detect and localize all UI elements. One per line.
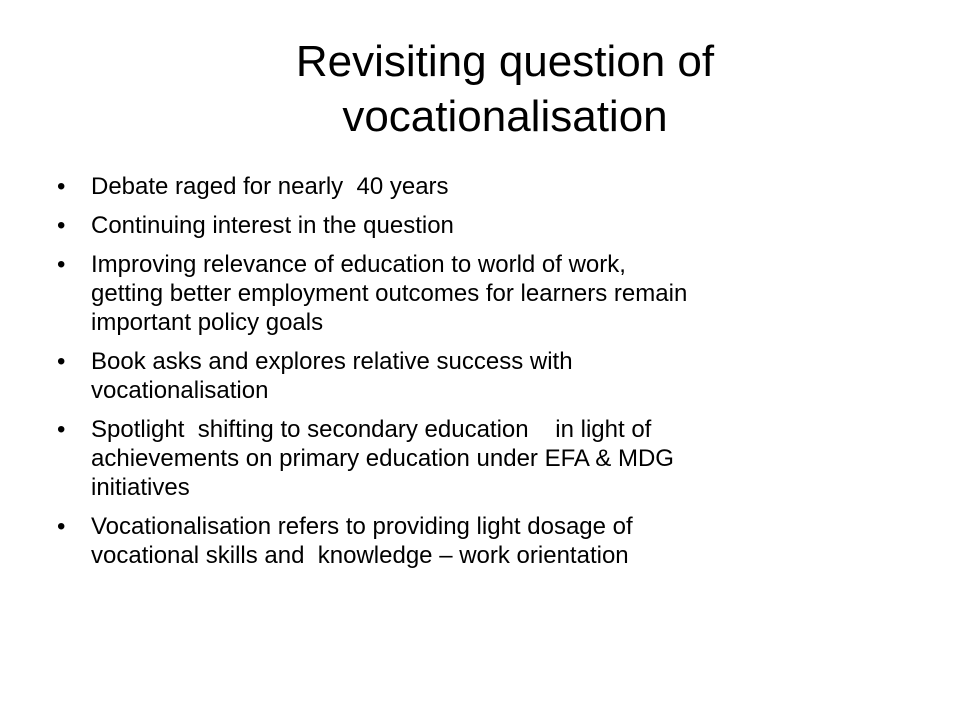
bullet-item-relevance (54, 250, 934, 337)
bullet-text: vocationalisation (91, 377, 269, 404)
bullet-text: achievements on primary education under EFA & MDG (91, 445, 674, 472)
bullet-item-debate (54, 172, 934, 201)
bullet-text: important policy goals (91, 309, 324, 336)
bullet-text: initiatives (91, 474, 190, 501)
bullet-text: Debate raged for nearly 40 years (91, 173, 449, 200)
bullet-text: Vocationalisation refers to providing light dosage of (91, 513, 633, 540)
bullet-icon: • (57, 251, 66, 278)
bullet-text: Continuing interest in the question (91, 212, 454, 239)
title-line-2: vocationalisation (342, 92, 668, 141)
bullet-icon: • (57, 173, 66, 200)
bullet-icon: • (57, 348, 66, 375)
slide-title (100, 34, 910, 144)
bullet-icon: • (57, 416, 66, 443)
bullet-icon: • (57, 513, 66, 540)
bullet-item-spotlight (54, 415, 934, 502)
bullet-text: Improving relevance of education to world of work, (91, 251, 626, 278)
bullet-text: Spotlight shifting to secondary education in light of (91, 416, 652, 443)
bullet-list (54, 172, 934, 580)
bullet-text: getting better employment outcomes for learners remain (91, 280, 688, 307)
bullet-icon: • (57, 212, 66, 239)
bullet-text: Book asks and explores relative success with (91, 348, 573, 375)
bullet-text: vocational skills and knowledge – work orientation (91, 542, 629, 569)
bullet-item-interest (54, 211, 934, 240)
bullet-item-book (54, 347, 934, 405)
bullet-item-definition (54, 512, 934, 570)
title-line-1: Revisiting question of (295, 37, 715, 86)
